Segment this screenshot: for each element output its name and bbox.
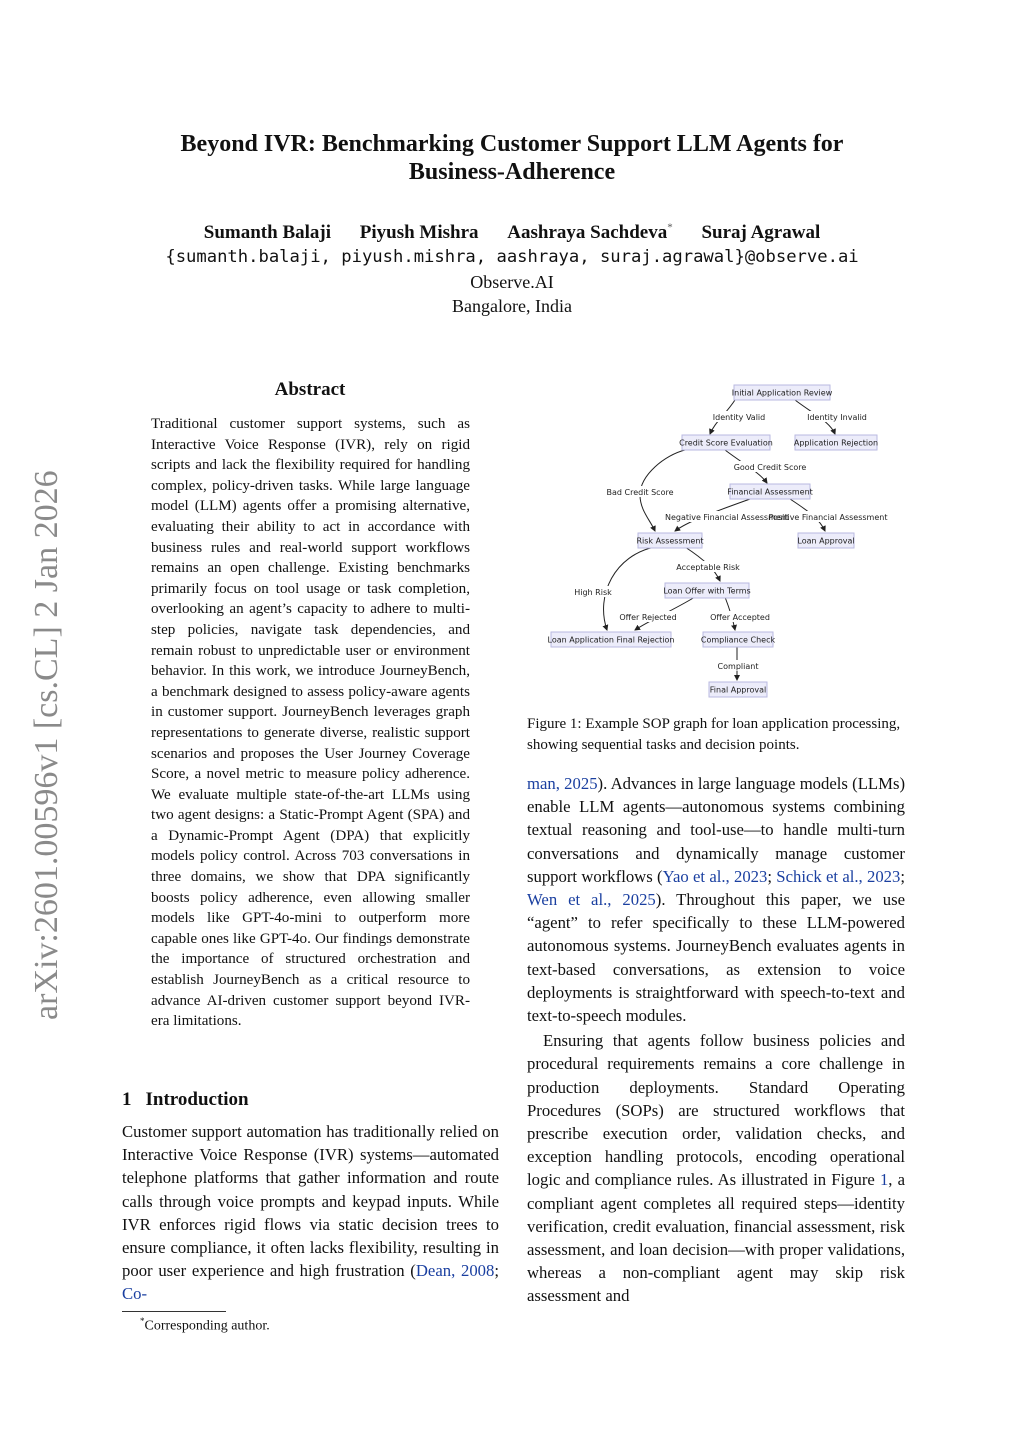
section-heading-introduction bbox=[122, 1089, 249, 1111]
edge-label-offer-rejected: Offer Rejected bbox=[619, 613, 677, 622]
citation-link-wen-2025[interactable]: Wen et al., 2025 bbox=[527, 890, 656, 910]
right-p2-text-a: Ensuring that agents follow business policies and procedural requirements remains a core challenge in production deployments. Standard Operating Procedures (SOPs) are structured workflows that prescribe execution order, validation checks, and exception handling protocols, encoding operational logic and compliance rules. As illustrated in Figure bbox=[527, 1031, 905, 1190]
right-column-text bbox=[527, 772, 905, 1308]
author-2: Piyush Mishra bbox=[359, 222, 479, 244]
edge-label-acceptable-risk: Acceptable Risk bbox=[676, 563, 740, 572]
author-3-name: Aashraya Sachdeva bbox=[507, 222, 668, 244]
node-loan-application-final-rejection: Loan Application Final Rejection bbox=[547, 635, 675, 645]
author-3 bbox=[507, 222, 672, 243]
node-loan-offer-with-terms: Loan Offer with Terms bbox=[663, 586, 751, 596]
footnote-mark: * bbox=[140, 1316, 145, 1326]
author-emails: {sumanth.balaji, piyush.mishra, aashraya, suraj.agrawal}@observe.ai bbox=[165, 247, 859, 267]
intro-text: Customer support automation has traditionally relied on Interactive Voice Response (IVR) systems—automated telephone platforms that gather information and route calls through voice prompts and keypad inputs. While IVR enforces rigid flows via static decision trees to ensure compliance, it often lacks flexibility, resulting in poor user experience and high frustration ( bbox=[122, 1122, 499, 1281]
citation-link-yao-2023[interactable]: Yao et al., 2023 bbox=[662, 866, 768, 886]
node-initial-application-review: Initial Application Review bbox=[731, 388, 833, 398]
node-risk-assessment: Risk Assessment bbox=[636, 536, 704, 546]
citation-separator: ; bbox=[767, 866, 777, 886]
paper-title-line-2: Business-Adherence bbox=[408, 159, 616, 185]
node-financial-assessment: Financial Assessment bbox=[727, 487, 813, 497]
corresponding-author-mark: * bbox=[667, 222, 673, 234]
affiliation-org: Observe.AI bbox=[470, 272, 554, 292]
citation-separator: ; bbox=[494, 1261, 499, 1281]
arxiv-identifier-stamp bbox=[12, 430, 72, 1030]
edge-label-offer-accepted: Offer Accepted bbox=[710, 613, 770, 622]
node-compliance-check: Compliance Check bbox=[700, 635, 776, 645]
citation-link-coleman-2025-part1[interactable]: Co- bbox=[122, 1284, 148, 1304]
paper-title-line-1: Beyond IVR: Benchmarking Customer Support LLM Agents for bbox=[180, 131, 844, 157]
node-final-approval: Final Approval bbox=[709, 685, 767, 695]
node-credit-score-evaluation: Credit Score Evaluation bbox=[679, 438, 773, 448]
affiliation-location: Bangalore, India bbox=[452, 296, 572, 316]
node-loan-approval: Loan Approval bbox=[797, 536, 855, 546]
author-1: Sumanth Balaji bbox=[203, 222, 331, 244]
section-number: 1 bbox=[122, 1089, 132, 1110]
node-application-rejection: Application Rejection bbox=[793, 438, 879, 448]
citation-link-coleman-2025-part2[interactable]: man, 2025 bbox=[527, 774, 598, 793]
edge-label-good-credit: Good Credit Score bbox=[733, 463, 807, 472]
paper-title bbox=[150, 130, 874, 186]
figure-1-reference-link[interactable]: 1 bbox=[879, 1170, 889, 1190]
sop-graph-figure bbox=[545, 380, 905, 700]
section-title: Introduction bbox=[145, 1089, 249, 1110]
right-p2-text-b: , a compliant agent completes all required steps—identity verification, credit evaluation, financial assessment, risk assessment, and loan decision—with proper validations, whereas a non-compliant agent may skip risk assessment and bbox=[527, 1170, 905, 1306]
edge-label-identity-invalid: Identity Invalid bbox=[807, 413, 867, 422]
footnote-text: Corresponding author. bbox=[144, 1318, 270, 1334]
footnote-divider bbox=[122, 1311, 226, 1312]
arxiv-identifier-text: arXiv:2601.00596v1 [cs.CL] 2 Jan 2026 bbox=[28, 470, 65, 1020]
edge-label-compliant: Compliant bbox=[717, 662, 759, 671]
citation-separator: ; bbox=[900, 866, 906, 886]
right-paragraph-1 bbox=[527, 772, 905, 1027]
citation-link-dean-2008[interactable]: Dean, 2008 bbox=[415, 1261, 495, 1281]
introduction-paragraph bbox=[122, 1120, 499, 1306]
figure-1-caption: Figure 1: Example SOP graph for loan application processing, showing sequential tasks and decision points. bbox=[527, 716, 901, 753]
abstract-body: Traditional customer support systems, such as Interactive Voice Response (IVR), rely on rigid scripts and lack the flexibility required for handling complex, policy-driven tasks. While large language model (LLM) agents offer a promising alternative, evaluating their ability to act in accordance with business rules and real-world support workflows remains an open challenge. Existing benchmarks primarily focus on tool usage or task completion, overlooking an agent’s capacity to adhere to multi-step policies, navigate task dependencies, and remain robust to unpredictable user or environment behavior. In this work, we introduce JourneyBench, a benchmark designed to assess policy-aware agents in customer support. JourneyBench leverages graph representations to generate diverse, realistic support scenarios and proposes the User Journey Coverage Score, a novel metric to measure policy adherence. We evaluate multiple state-of-the-art LLMs using two agent designs: a Static-Prompt Agent (SPA) and a Dynamic-Prompt Agent (DPA) that explicitly models policy control. Across 703 conversations in three domains, we show that DPA significantly boosts policy adherence, even allowing smaller models like GPT-4o-mini to outperform more capable ones like GPT-4o. Our findings demonstrate the importance of structured orchestration and establish JourneyBench as a critical resource to advance AI-driven customer support beyond IVR-era limitations. bbox=[151, 416, 470, 1030]
author-4: Suraj Agrawal bbox=[701, 222, 821, 244]
author-list bbox=[120, 222, 904, 244]
edge-label-identity-valid: Identity Valid bbox=[712, 413, 766, 422]
right-paragraph-2 bbox=[527, 1029, 905, 1307]
right-p1-text-a: ). Advances in large language models (LLMs) enable LLM agents—autonomous systems combining textual reasoning and tool-use—to handle multi-turn conversations and dynamically manage customer support workflows ( bbox=[527, 774, 906, 886]
citation-link-schick-2023[interactable]: Schick et al., 2023 bbox=[776, 866, 901, 886]
edge-label-bad-credit: Bad Credit Score bbox=[606, 488, 674, 497]
footnote bbox=[140, 1316, 270, 1335]
edge-label-positive-financial: Positive Financial Assessment bbox=[768, 513, 888, 522]
edge-label-negative-financial: Negative Financial Assessment bbox=[664, 513, 790, 522]
right-p1-text-b: ). Throughout this paper, we use “agent” to refer specifically to these LLM-powered autonomous systems. JourneyBench evaluates agents in text-based conversations, as extension to voice deployments is straightforward with speech-to-text and text-to-speech modules. bbox=[527, 890, 905, 1026]
abstract-heading: Abstract bbox=[274, 379, 346, 400]
edge-label-high-risk: High Risk bbox=[574, 588, 612, 597]
